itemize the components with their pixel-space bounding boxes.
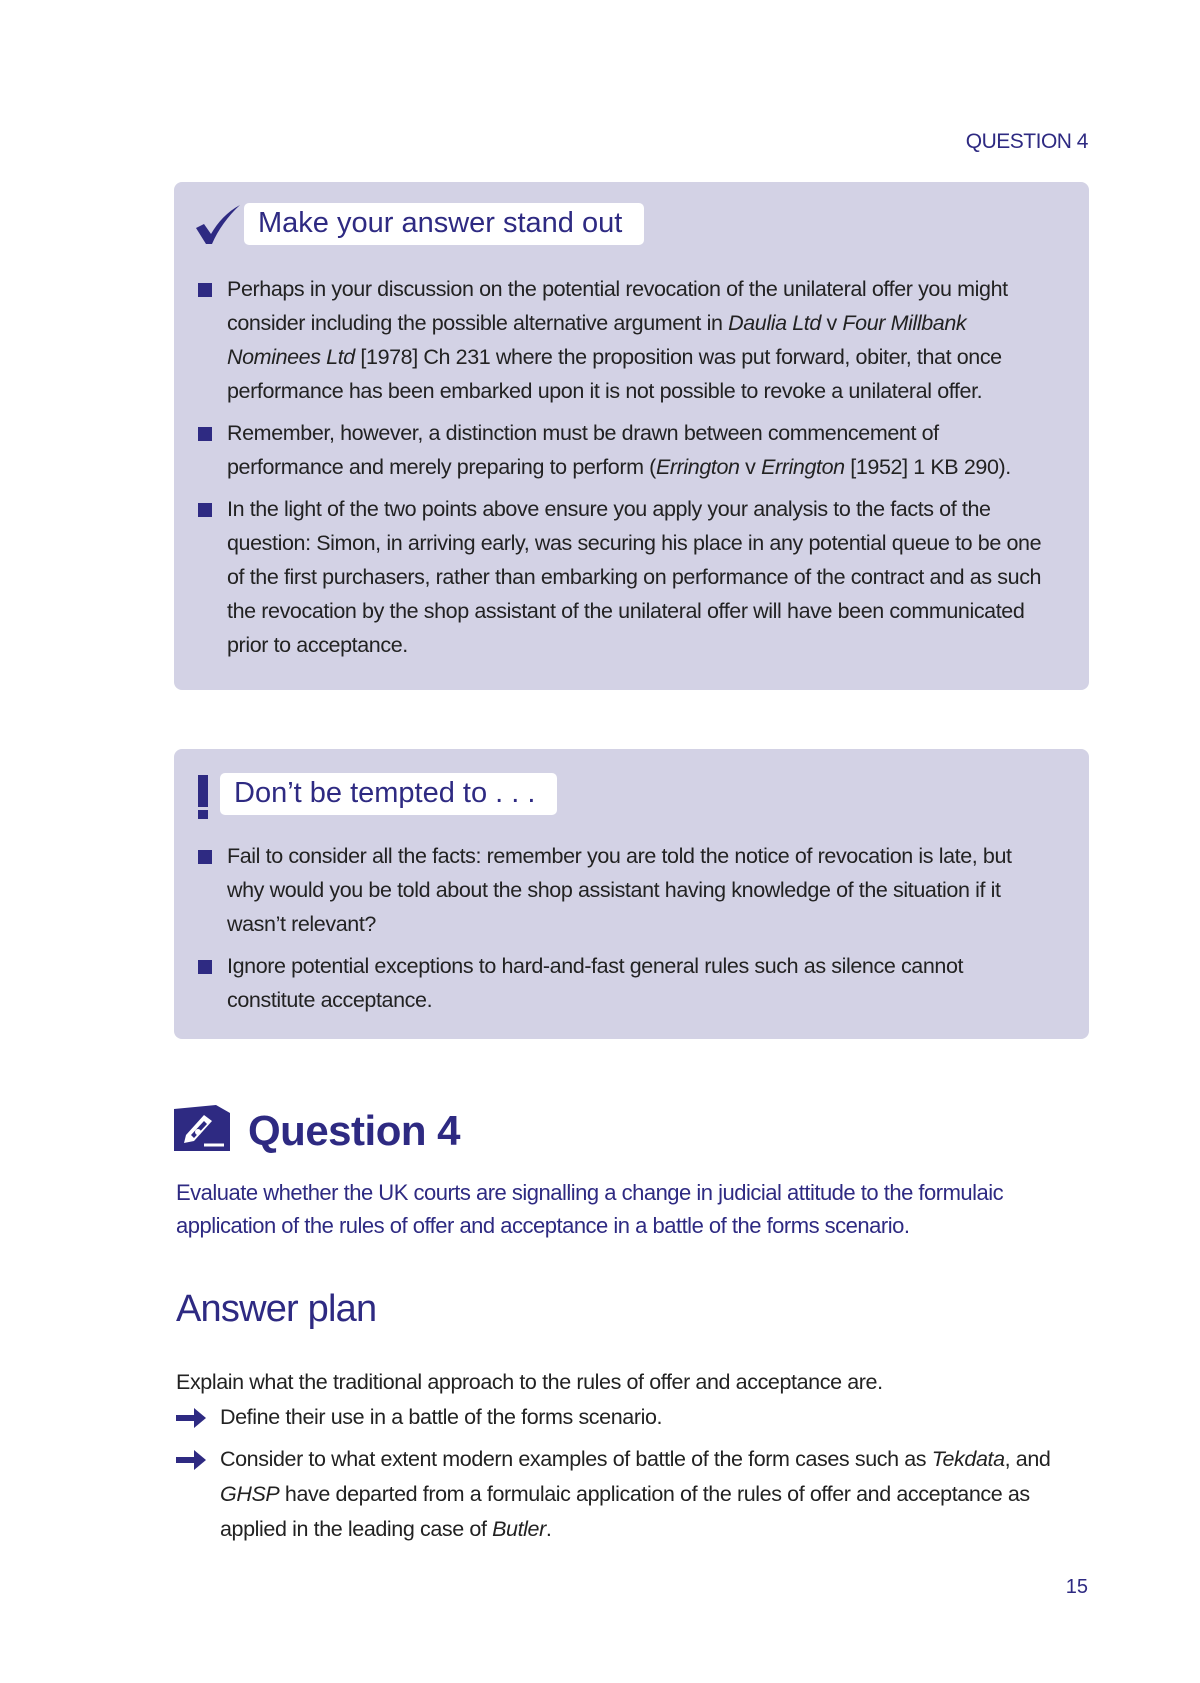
arrow-right-icon [176,1408,206,1428]
standout-heading: Make your answer stand out [244,203,644,245]
step-text [220,1447,1050,1541]
text-run: [1952] 1 KB 290). [844,455,1011,479]
step-text [220,1405,662,1429]
bullet-square-icon [198,283,212,297]
standout-list [198,272,1049,670]
answer-plan-steps [176,1400,1076,1554]
text-run: v [739,455,762,479]
page-number: 15 [1065,1576,1088,1598]
item-text [227,954,963,1012]
question-title: Question 4 [248,1106,461,1154]
text-run: . [545,1517,552,1541]
text-run: Define their use in a battle of the forms scenario. [220,1405,663,1429]
exclamation-icon [196,775,210,824]
case-name: Errington [761,455,845,479]
bullet-square-icon [198,960,212,974]
text-run: Consider to what extent modern examples of battle of the form cases such as [220,1447,932,1471]
question-text: Evaluate whether the UK courts are signalling a change in judicial attitude to the formulaic application of the rules of offer and acceptance in a battle of the forms scenario. [176,1180,1004,1238]
text-run: Fail to consider all the facts: remember you are told the notice of revocation is late, but why would you be told about the shop assistant having knowledge of the situation if it wasn’t relevant? [227,844,1012,936]
text-run: In the light of the two points above ensure you apply your analysis to the facts of the question: Simon, in arriving early, was securing his place in any potential queue to be one of the first purchasers, rather than embarking on performance of the contract and as such the revocation by the shop assistant of the unilateral offer will have been communicated prior to acceptance. [227,497,1042,657]
case-name: Four Millbank Nominees Ltd [227,311,967,369]
list-item [198,272,1049,408]
item-text [227,497,1041,657]
text-run: Ignore potential exceptions to hard-and-fast general rules such as silence cannot constitute acceptance. [227,954,964,1012]
pen-on-paper-icon [174,1105,230,1156]
text-run: v [820,311,843,335]
list-item [198,949,1049,1017]
question-heading [174,1105,460,1156]
text-run: Remember, however, a distinction must be drawn between commencement of performance and merely preparing to perform ( [227,421,939,479]
case-name: Tekdata [931,1447,1005,1471]
case-name: Butler [492,1517,546,1541]
bullet-square-icon [198,427,212,441]
standout-box [174,182,1089,690]
text-run: [1978] Ch 231 where the proposition was put forward, obiter, that once performance has been embarked upon it is not possible to revoke a unilateral offer. [227,345,1002,403]
list-item [176,1400,1076,1435]
item-text [227,421,1011,479]
running-head: QUESTION 4 [965,130,1088,153]
checkmark-icon [194,204,242,251]
bullet-square-icon [198,503,212,517]
tempted-heading: Don’t be tempted to . . . [220,773,557,815]
case-name: Errington [655,455,740,479]
list-item [198,416,1049,484]
case-name: GHSP [220,1482,280,1506]
answer-plan-heading: Answer plan [176,1288,377,1330]
item-text [227,277,1008,403]
tempted-box [174,749,1089,1039]
bullet-square-icon [198,850,212,864]
tempted-list [198,839,1049,1025]
list-item [176,1442,1076,1547]
list-item [198,839,1049,941]
case-name: Daulia Ltd [728,311,821,335]
list-item [198,492,1049,662]
text-run: , and [1004,1447,1051,1471]
text-run: Perhaps in your discussion on the potential revocation of the unilateral offer you might consider including the possible alternative argument in [227,277,1008,335]
answer-plan-intro: Explain what the traditional approach to the rules of offer and acceptance are. [176,1370,883,1394]
text-run: have departed from a formulaic application of the rules of offer and acceptance as applied in the leading case of [220,1482,1030,1541]
arrow-right-icon [176,1450,206,1470]
item-text [227,844,1012,936]
